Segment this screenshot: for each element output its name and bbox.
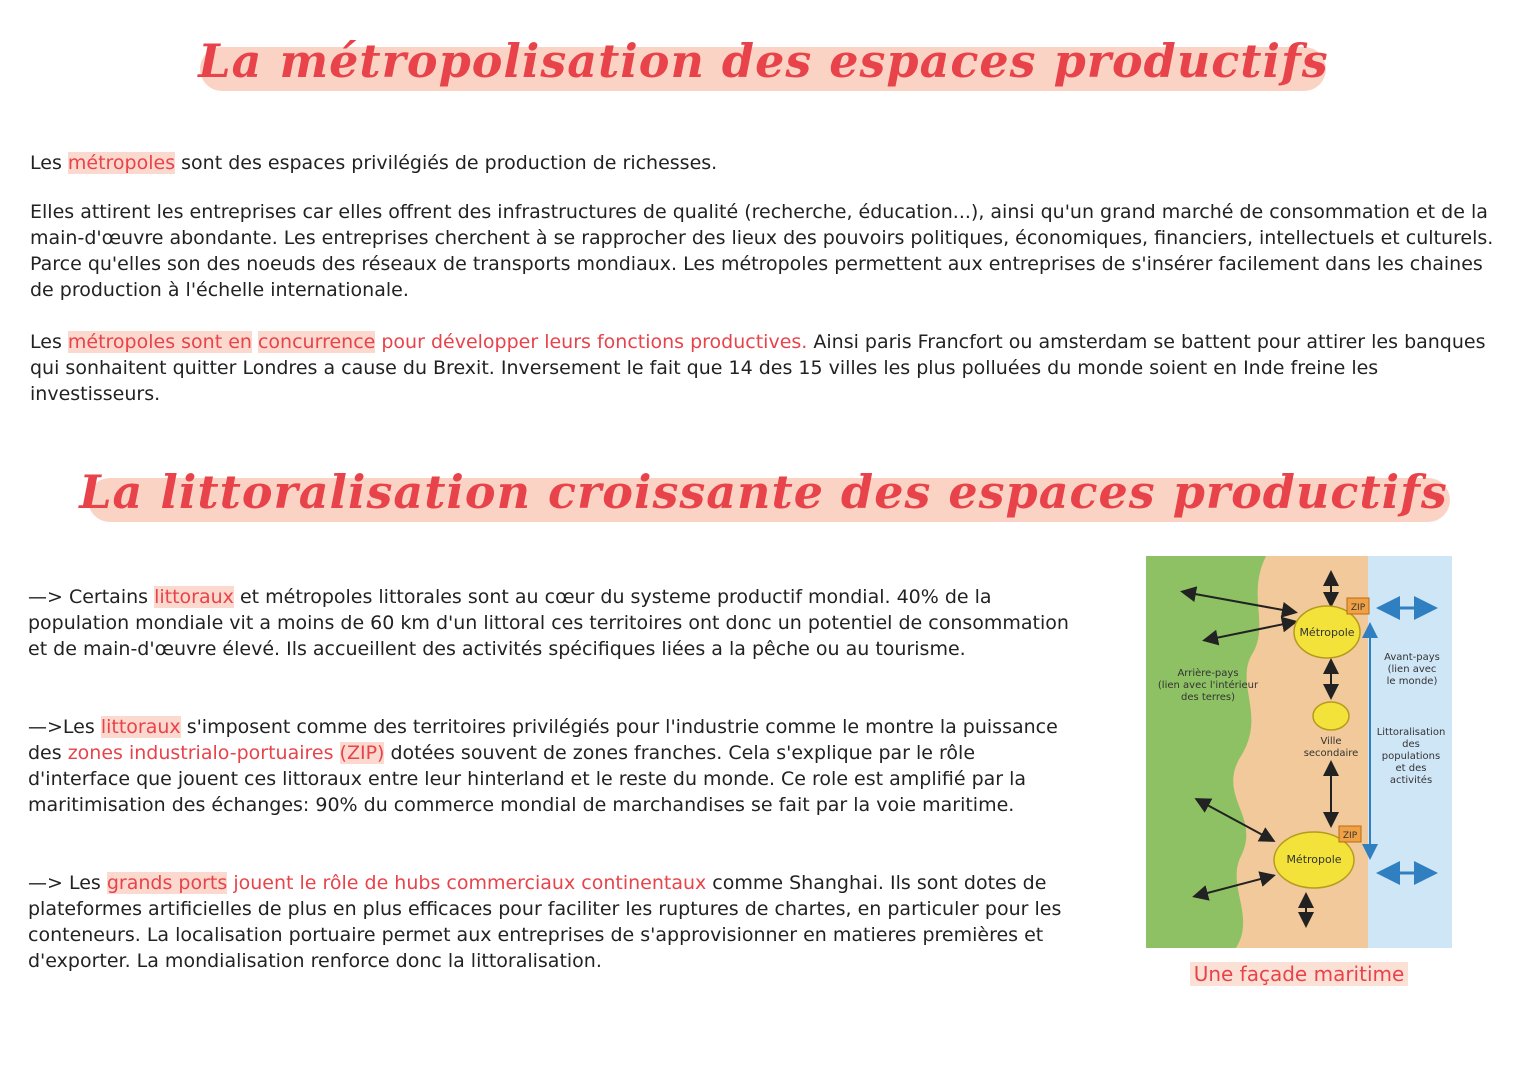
bullet-grands-ports: —> Les grands ports jouent le rôle de hubs commerciaux continentaux comme Shanghai. Ils sont dotes de plateformes artificielles de plus en plus efficaces pour faciliter les ruptures de chartes, en particuler pour les conteneurs. La localisation portuaire permet aux entreprises de s'approvisionner en matieres premières et d'exporter. La mondialisation renforce donc la littoralisation.	[28, 872, 1062, 972]
paragraph-metropoles-intro: Les métropoles sont des espaces privilégiés de production de richesses.	[30, 152, 718, 174]
littoral-5: activités	[1389, 775, 1433, 786]
zip-top-label: ZIP	[1350, 603, 1366, 613]
avant-pays-2: (lien avec	[1387, 664, 1437, 675]
section-title-metropolisation: La métropolisation des espaces productifs	[198, 34, 1329, 88]
diagram-caption: Une façade maritime	[1146, 962, 1452, 986]
ville-label-2: secondaire	[1303, 748, 1359, 759]
ville-label-1: Ville	[1320, 736, 1342, 747]
littoral-4: et des	[1395, 763, 1427, 774]
littoral-2: des	[1402, 739, 1420, 750]
bullet-littoraux-coeur: —> Certains littoraux et métropoles littorales sont au cœur du systeme productif mondial. 40% de la population mondiale vit a moins de 60 km d'un littoral ces territoires ont donc un potentiel de consommation et de main-d'œuvre élevé. Ils accueillent des activités spécifiques liées a la pêche ou au tourisme.	[28, 586, 1069, 660]
metropole-top-label: Métropole	[1299, 626, 1355, 639]
zip-bottom-label: ZIP	[1342, 831, 1358, 841]
bullet-littoraux-industrie: —>Les littoraux s'imposent comme des territoires privilégiés pour l'industrie comme le montre la puissance des zones industrialo-portuaires (ZIP) dotées souvent de zones franches. Cela s'explique par le rôle d'interface que jouent ces littoraux entre leur hinterland et le reste du monde. Ce role est amplifié par la maritimisation des échanges: 90% du commerce mondial de marchandises se fait par la voie maritime.	[28, 716, 1058, 816]
facade-maritime-diagram	[1146, 556, 1452, 948]
littoral-1: Littoralisation	[1376, 727, 1446, 738]
avant-pays-3: le monde)	[1386, 676, 1438, 687]
paragraph-metropoles-attraction: Elles attirent les entreprises car elles offrent des infrastructures de qualité (recherche, éducation...), ainsi qu'un grand marché de consommation et de la main-d'œuvre abondante. Les entreprises cherchent à se rapprocher des lieux des pouvoirs politiques, économiques, financiers, intellectuels et culturels. Parce qu'elles son des noeuds des réseaux de transports mondiaux. Les métropoles permettent aux entreprises de s'insérer facilement dans les chaines de production à l'échelle internationale.	[30, 201, 1494, 301]
arriere-pays-1: Arrière-pays	[1177, 668, 1239, 679]
ville-secondaire	[1313, 702, 1349, 730]
paragraph-metropoles-concurrence: Les métropoles sont en concurrence pour développer leurs fonctions productives. Ainsi paris Francfort ou amsterdam se battent pour attirer les banques qui sonhaitent quitter Londres a cause du Brexit. Inversement le fait que 14 des 15 villes les plus polluées du monde soient en Inde freine les investisseurs.	[30, 331, 1486, 405]
arriere-pays-3: des terres)	[1180, 692, 1236, 703]
littoral-3: populations	[1381, 751, 1441, 762]
arriere-pays-2: (lien avec l'intérieur	[1157, 680, 1259, 691]
metropole-bottom-label: Métropole	[1286, 853, 1342, 866]
avant-pays-1: Avant-pays	[1384, 652, 1440, 663]
section-title-littoralisation: La littoralisation croissante des espaces productifs	[79, 465, 1448, 519]
